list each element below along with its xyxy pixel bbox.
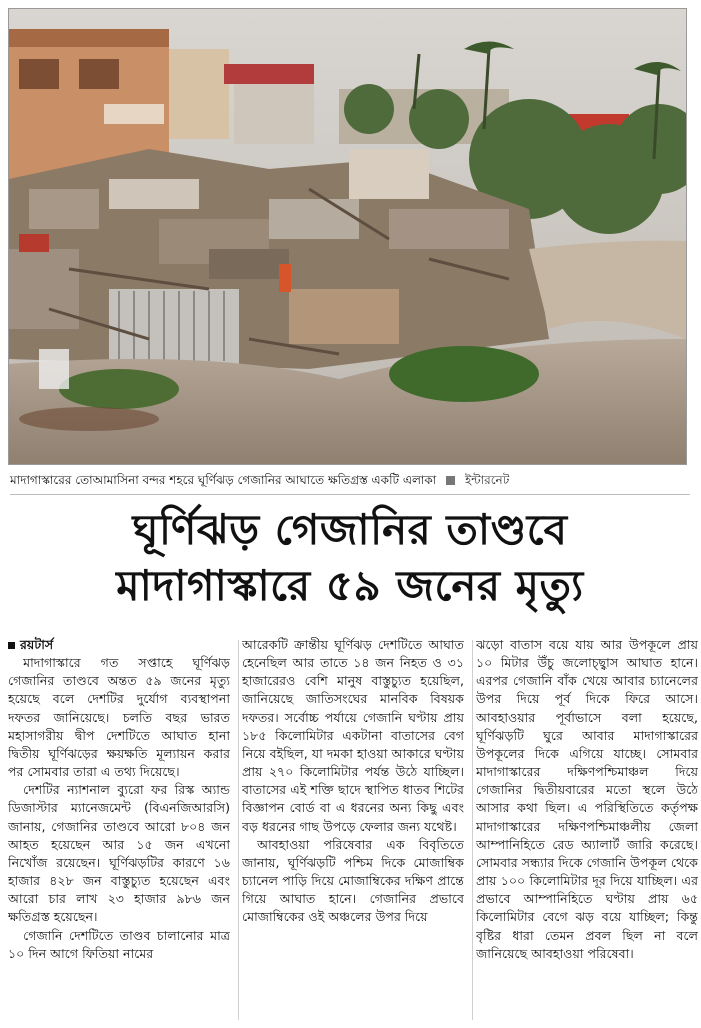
- article-column-2: [242, 636, 464, 1024]
- cyclone-damage-photo: [9, 9, 686, 464]
- news-photo: [8, 8, 687, 465]
- byline: [8, 636, 230, 654]
- article-column-3: [476, 636, 698, 1024]
- paragraph: মাদাগাস্কারে গত সপ্তাহে ঘূর্ণিঝড় গেজানির তাণ্ডবে অন্তত ৫৯ জনের মৃত্যু হয়েছে বলে দেশটির দুর্যোগ ব্যবস্থাপনা দফতর জানিয়েছে। চলতি বছর ভারত মহাসাগরীয় দ্বীপ দেশটিতে আঘাত হানা দ্বিতীয় ঘূর্ণিঝড়ের ক্ষয়ক্ষতি মূল্যায়ন করার পর সোমবার তারা এ তথ্য দিয়েছে।: [8, 655, 230, 780]
- paragraph: আরেকটি ক্রান্তীয় ঘূর্ণিঝড় দেশটিতে আঘাত হেনেছিল আর তাতে ১৪ জন নিহত ও ৩১ হাজারেরও বেশি মানুষ বাস্তুচ্যুত হয়েছিল, জানিয়েছে জাতিসংঘের মানবিক বিষয়ক দফতর। সর্বোচ্চ পর্যায়ে গেজানি ঘণ্টায় প্রায় ১৮৫ কিলোমিটার একটানা বাতাসের বেগ নিয়ে বইছিল, যা দমকা হাওয়া আকারে ঘণ্টায় প্রায় ২৭০ কিলোমিটার পর্যন্ত উঠে যাচ্ছিল। বাতাসের এই শক্তি ছাদে স্থাপিত ধাতব শিটের বিজ্ঞাপন বোর্ড বা এ ধরনের অন্য কিছু এবং বড় ধরনের গাছ উপড়ে ফেলার জন্য যথেষ্ট।: [242, 637, 464, 834]
- paragraph: গেজানি দেশটিতে তাণ্ডব চালানোর মাত্র ১০ দিন আগে ফিতিয়া নামের: [8, 927, 230, 961]
- divider: [10, 494, 690, 495]
- caption-separator-icon: [446, 476, 455, 485]
- paragraph: দেশটির ন্যাশনাল ব্যুরো ফর রিস্ক অ্যান্ড ডিজাস্টার ম্যানেজমেন্ট (বিএনজিআরসি) জানায়, গেজানির তাণ্ডবে আরো ৮০৪ জন আহত হয়েছেন আর ১৫ জন এখনো নিখোঁজ রয়েছেন। ঘূর্ণিঝড়টির কারণে ১৬ হাজার ৪২৮ জন বাস্তুচ্যুত হয়েছেন এবং আরো চার লাখ ২৩ হাজার ৯৮৬ জন ক্ষতিগ্রস্ত হয়েছেন।: [8, 782, 230, 925]
- paragraph: আবহাওয়া পরিষেবার এক বিবৃতিতে জানায়, ঘূর্ণিঝড়টি পশ্চিম দিকে মোজাম্বিক চ্যানেল পাড়ি দিয়ে মোজাম্বিকের দক্ষিণ প্রান্তে গিয়ে আঘাত হানে। গেজানির প্রভাবে মোজাম্বিকের ওই অঞ্চলের উপর দিয়ে: [242, 836, 464, 925]
- square-bullet-icon: [8, 642, 15, 649]
- article-body: [8, 636, 698, 1026]
- byline-text: রয়টার্স: [20, 637, 54, 652]
- headline: [10, 502, 690, 614]
- article-column-1: [8, 636, 230, 1024]
- photo-credit: ইন্টারনেট: [464, 473, 510, 487]
- headline-line-1: ঘূর্ণিঝড় গেজানির তাণ্ডবে: [132, 505, 568, 554]
- photo-caption: [10, 470, 690, 490]
- headline-line-2: মাদাগাস্কারে ৫৯ জনের মৃত্যু: [116, 561, 584, 610]
- paragraph: ঝড়ো বাতাস বয়ে যায় আর উপকূলে প্রায় ১০ মিটার উঁচু জলোচ্ছ্বাস আঘাত হানে। এরপর গেজানি বাঁক খেয়ে আবার চ্যানেলের উপর দিয়ে পূর্ব দিকে ফিরে আসে। আবহাওয়ার পূর্বাভাসে বলা হয়েছে, ঘূর্ণিঝড়টি ঘুরে আবার মাদাগাস্কারের উপকূলের দিকে এগিয়ে যাচ্ছে। সোমবার মাদাগাস্কারের দক্ষিণপশ্চিমাঞ্চল দিয়ে গেজানির দ্বিতীয়বারের মতো স্থলে উঠে আসার কথা ছিল। এ পরিস্থিতিতে কর্তৃপক্ষ মাদাগাস্কারের দক্ষিণপশ্চিমাঞ্চলীয় জেলা আম্পানিহিতে রেড অ্যালার্ট জারি করেছে। সোমবার সন্ধ্যার দিকে গেজানি উপকূল থেকে প্রায় ১০০ কিলোমিটার দূর দিয়ে যাচ্ছিল। এর প্রভাবে আম্পানিহিতে ঘণ্টায় প্রায় ৬৫ কিলোমিটার বেগে ঝড় বয়ে যাচ্ছিল; কিন্তু বৃষ্টির ধারা তেমন প্রবল ছিল না বলে জানিয়েছে আবহাওয়া পরিষেবা।: [476, 637, 698, 961]
- caption-text: মাদাগাস্কারের তোআমাসিনা বন্দর শহরে ঘূর্ণিঝড় গেজানির আঘাতে ক্ষতিগ্রস্ত একটি এলাকা: [10, 473, 437, 487]
